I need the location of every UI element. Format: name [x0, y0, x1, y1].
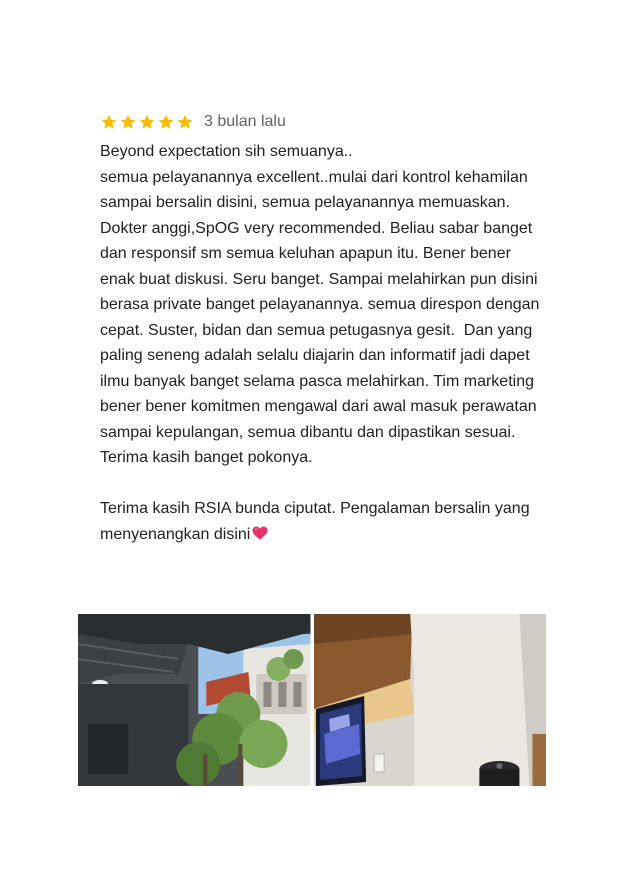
- hospital-room-tv-photo-icon: [314, 614, 547, 786]
- star-icon: [119, 113, 137, 131]
- review-text-block: [100, 139, 540, 547]
- review-date: 3 bulan lalu: [204, 113, 286, 130]
- heart-emoji-icon: [252, 523, 268, 537]
- star-rating: [100, 113, 194, 131]
- review-card: [100, 110, 540, 547]
- review-photo-1[interactable]: [78, 614, 311, 786]
- review-photo-2[interactable]: [314, 614, 547, 786]
- star-icon: [138, 113, 156, 131]
- review-text: Beyond expectation sih semuanya.. semua pelayanannya excellent..mulai dari kontrol kehamilan sampai bersalin disini, semua pelayanannya memuaskan. Dokter anggi,SpOG very recommended. Beliau sabar banget dan responsif sm semua keluhan apapun itu. Bener bener enak buat diskusi. Seru banget. Sampai melahirkan pun disini berasa private banget pelayanannya. semua direspon dengan cepat. Suster, bidan dan semua petugasnya gesit. Dan yang paling seneng adalah selalu diajarin dan informatif jadi dapet ilmu banyak banget selama pasca melahirkan. Tim marketing bener bener komitmen mengawal dari awal masuk perawatan sampai kepulangan, semua dibantu dan dipastikan sesuai. Terima kasih banget pokonya. Terima kasih RSIA bunda ciputat. Pengalaman bersalin yang menyenangkan disini: [100, 143, 540, 543]
- outdoor-garden-photo-icon: [78, 614, 311, 786]
- star-icon: [176, 113, 194, 131]
- rating-row: [100, 110, 540, 134]
- review-photos: [78, 614, 546, 786]
- star-icon: [100, 113, 118, 131]
- star-icon: [157, 113, 175, 131]
